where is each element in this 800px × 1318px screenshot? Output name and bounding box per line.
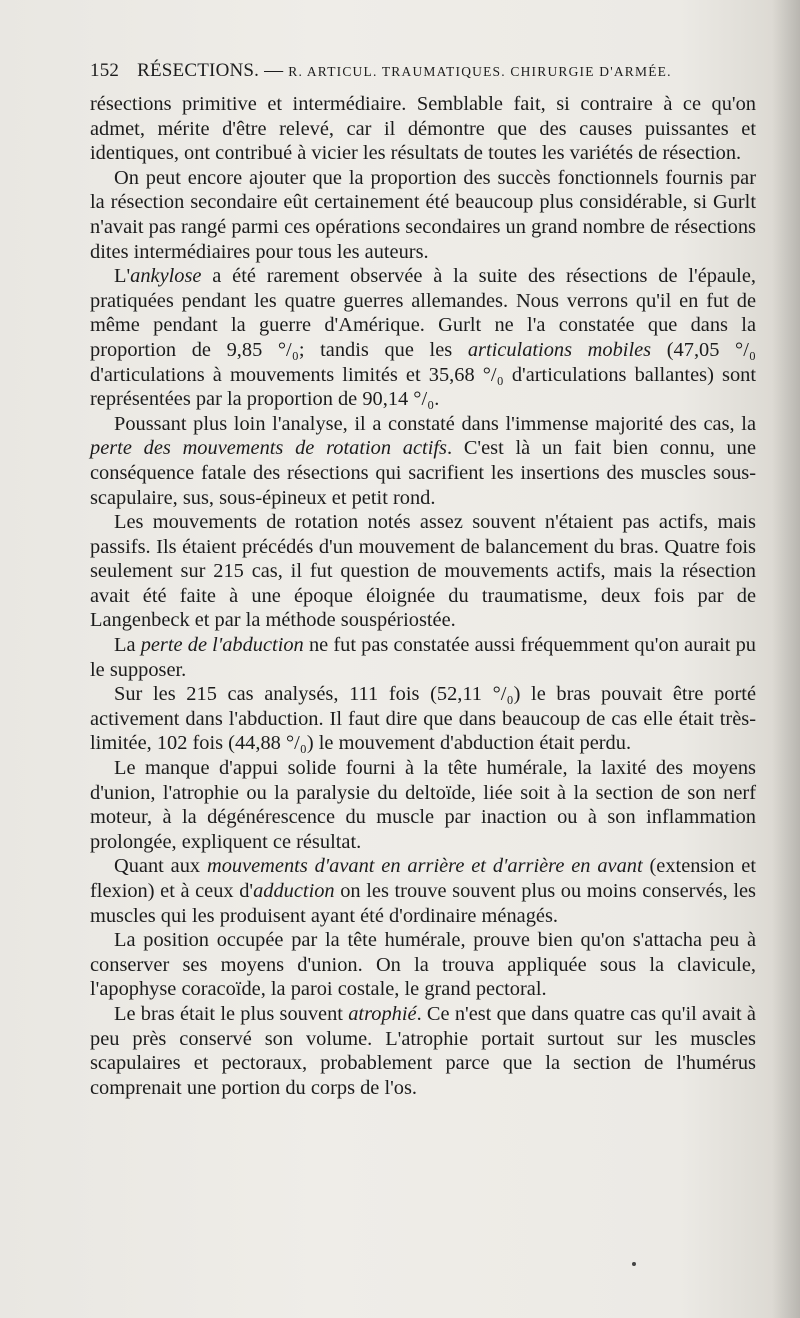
paragraph (90, 510, 756, 633)
paragraph (90, 854, 756, 928)
paragraph (90, 166, 756, 264)
text-run: résections primitive et intermédiaire. Semblable fait, si contraire à ce qu'on admet, mérite d'être relevé, car il démontre que des causes puissantes et identiques, ont contribué à vicier les résultats de toutes les variétés de résection. (90, 93, 756, 165)
text-run: Poussant plus loin l'analyse, il a constaté dans l'immense majorité des cas, la (114, 412, 756, 435)
text-run: ne fut pas constatée aussi fréquemment qu'on aurait pu le supposer. (90, 634, 757, 681)
text-run: on les trouve souvent plus ou moins conservés, les muscles qui les produisent ayant été d'ordinaire ménagés. (90, 880, 756, 927)
text-run: Sur les 215 cas analysés, 111 fois (52,11 °/₀) le bras pouvait être porté activement dans l'abduction. Il faut dire que dans beaucoup de cas elle était très-limitée, 102 fois (44,88 °/₀) le mouvement d'abduction était perdu. (90, 683, 756, 755)
italic-text: perte des mouvements de rotation actifs (90, 437, 447, 460)
body-text (90, 92, 756, 1100)
paragraph (90, 92, 756, 166)
text-run: . Ce n'est que dans quatre cas qu'il avait à peu près conservé son volume. L'atrophie portait surtout sur les muscles scapulaires et pectoraux, probablement parce que la section de l'humérus comprenait une portion du corps de l'os. (90, 1002, 756, 1099)
ink-speck (632, 1262, 636, 1266)
text-run: On peut encore ajouter que la proportion des succès fonctionnels fournis par la résection secondaire eût certainement été beaucoup plus considérable, si Gurlt n'avait pas rangé parmi ces opérations secondaires un grand nombre de résections dites intermédiaires pour tous les auteurs. (90, 166, 756, 263)
text-run: . C'est là un fait bien connu, une conséquence fatale des résections qui sacrifient les insertions des muscles sous-scapulaire, sus, sous-épineux et petit rond. (90, 437, 756, 509)
text-run: La (114, 634, 141, 657)
running-header (90, 60, 758, 82)
paragraph (90, 756, 756, 854)
paragraph (90, 412, 756, 510)
italic-text: mouvements d'avant en arrière et d'arrière en avant (206, 855, 643, 878)
text-run: L' (114, 265, 131, 288)
italic-text: adduction (253, 880, 335, 902)
text-run: (47,05 °/₀ d'articulations à mouvements limités et 35,68 °/₀ d'articulations ballantes) sont représentées par la proportion de 90,14 °/₀. (90, 338, 756, 411)
text-run: Les mouvements de rotation notés assez souvent n'étaient pas actifs, mais passifs. Ils étaient précédés d'un mouvement de balancement du bras. Quatre fois seulement sur 215 cas, il fut question de mouvements actifs, mais la résection avait été faite à une époque éloignée du traumatisme, deux fois par de Langenbeck et par la méthode souspériostée. (90, 511, 756, 632)
page-number: 152 (90, 60, 120, 81)
italic-text: atrophié (348, 1002, 417, 1025)
italic-text: articulations mobiles (467, 338, 652, 361)
text-run: (extension et flexion) et à ceux d' (90, 855, 756, 902)
text-run: Le manque d'appui solide fourni à la tête humérale, la laxité des moyens d'union, l'atrophie ou la paralysie du deltoïde, liée soit à la section de son nerf moteur, à la dégénérescence du muscle par inaction ou à son inflammation prolongée, expliquent ce résultat. (90, 757, 756, 853)
text-run: Quant aux (114, 855, 207, 878)
header-dash: — (264, 60, 284, 81)
text-run: a été rarement observée à la suite des résections de l'épaule, pratiquées pendant les quatre guerres allemandes. Nous verrons qu'il en fut de même pendant la guerre d'Amérique. Gurlt ne l'a constatée que dans la proportion de 9,85 °/₀; tandis que les (90, 265, 756, 361)
running-head: R. ARTICUL. TRAUMATIQUES. CHIRURGIE D'ARMÉE. (288, 64, 672, 79)
text-run: La position occupée par la tête humérale, prouve bien qu'on s'attacha peu à conserver ses moyens d'union. On la trouva appliquée sous la clavicule, l'apophyse coracoïde, la paroi costale, le grand pectoral. (90, 929, 756, 1001)
paragraph (90, 264, 756, 412)
italic-text: ankylose (130, 265, 202, 288)
text-run: Le bras était le plus souvent (114, 1002, 349, 1025)
page-gutter-shadow (772, 0, 800, 1318)
paragraph (90, 928, 756, 1002)
italic-text: perte de l'abduction (140, 634, 304, 657)
paragraph (90, 633, 756, 682)
paragraph (90, 682, 756, 756)
chapter-title: RÉSECTIONS. (137, 60, 260, 81)
paragraph (90, 1002, 756, 1100)
